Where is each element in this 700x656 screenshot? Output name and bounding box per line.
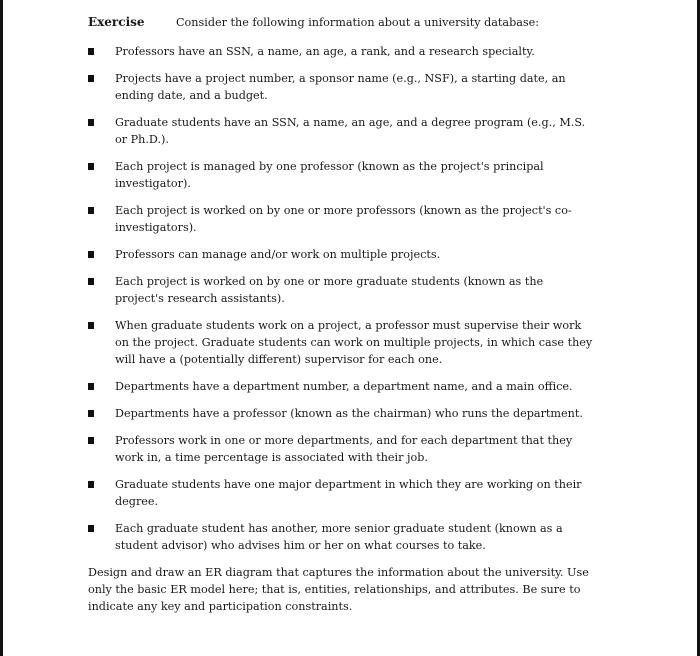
- bullet-icon: [88, 437, 94, 444]
- bullet-icon: [88, 525, 94, 532]
- list-item-text: Graduate students have an SSN, a name, an age, and a degree program (e.g., M.S. or Ph.D.).: [115, 116, 586, 146]
- list-item-text: Each project is managed by one professor (known as the project's principal investigator).: [115, 160, 544, 190]
- bullet-icon: [88, 278, 94, 285]
- list-item-text: Each project is worked on by one or more graduate students (known as the project's research assistants).: [115, 275, 544, 305]
- list-item-text: When graduate students work on a project, a professor must supervise their work on the project. Graduate students can work on multiple projects, in which case they will have a (potentially different) supervisor for each one.: [115, 319, 593, 366]
- list-item: [88, 273, 593, 307]
- list-item: [88, 520, 593, 554]
- bullet-icon: [88, 119, 94, 126]
- list-item-text: Departments have a department number, a department name, and a main office.: [115, 380, 573, 393]
- bullet-icon: [88, 48, 94, 55]
- list-item: [88, 70, 593, 104]
- exercise-intro: Consider the following information about a university database:: [176, 16, 540, 29]
- requirements-list: [88, 43, 593, 554]
- exercise-header: [88, 14, 593, 31]
- left-border: [0, 0, 3, 656]
- bullet-icon: [88, 322, 94, 329]
- exercise-heading: Exercise: [88, 15, 145, 29]
- bullet-icon: [88, 251, 94, 258]
- bullet-icon: [88, 410, 94, 417]
- exercise-page: [88, 14, 593, 626]
- list-item-text: Each project is worked on by one or more professors (known as the project's co-investigators).: [115, 204, 572, 234]
- list-item: [88, 202, 593, 236]
- list-item: [88, 432, 593, 466]
- bullet-icon: [88, 481, 94, 488]
- list-item-text: Graduate students have one major department in which they are working on their degree.: [115, 478, 582, 508]
- bullet-icon: [88, 383, 94, 390]
- list-item: [88, 476, 593, 510]
- list-item-text: Each graduate student has another, more senior graduate student (known as a student advisor) who advises him or her on what courses to take.: [115, 522, 563, 552]
- list-item-text: Professors work in one or more departments, and for each department that they work in, a time percentage is associated with their job.: [115, 434, 573, 464]
- conclusion-paragraph: Design and draw an ER diagram that captures the information about the university. Use only the basic ER model here; that is, entities, relationships, and attributes. Be sure to indicate any key and participation constraints.: [88, 566, 589, 613]
- list-item-text: Professors have an SSN, a name, an age, a rank, and a research specialty.: [115, 45, 535, 58]
- list-item: [88, 158, 593, 192]
- list-item: [88, 43, 593, 60]
- list-item: [88, 405, 593, 422]
- list-item: [88, 114, 593, 148]
- list-item: [88, 317, 593, 368]
- list-item-text: Projects have a project number, a sponsor name (e.g., NSF), a starting date, an ending date, and a budget.: [115, 72, 566, 102]
- bullet-icon: [88, 75, 94, 82]
- bullet-icon: [88, 163, 94, 170]
- list-item-text: Departments have a professor (known as the chairman) who runs the department.: [115, 407, 583, 420]
- bullet-icon: [88, 207, 94, 214]
- list-item-text: Professors can manage and/or work on multiple projects.: [115, 248, 441, 261]
- list-item: [88, 246, 593, 263]
- list-item: [88, 378, 593, 395]
